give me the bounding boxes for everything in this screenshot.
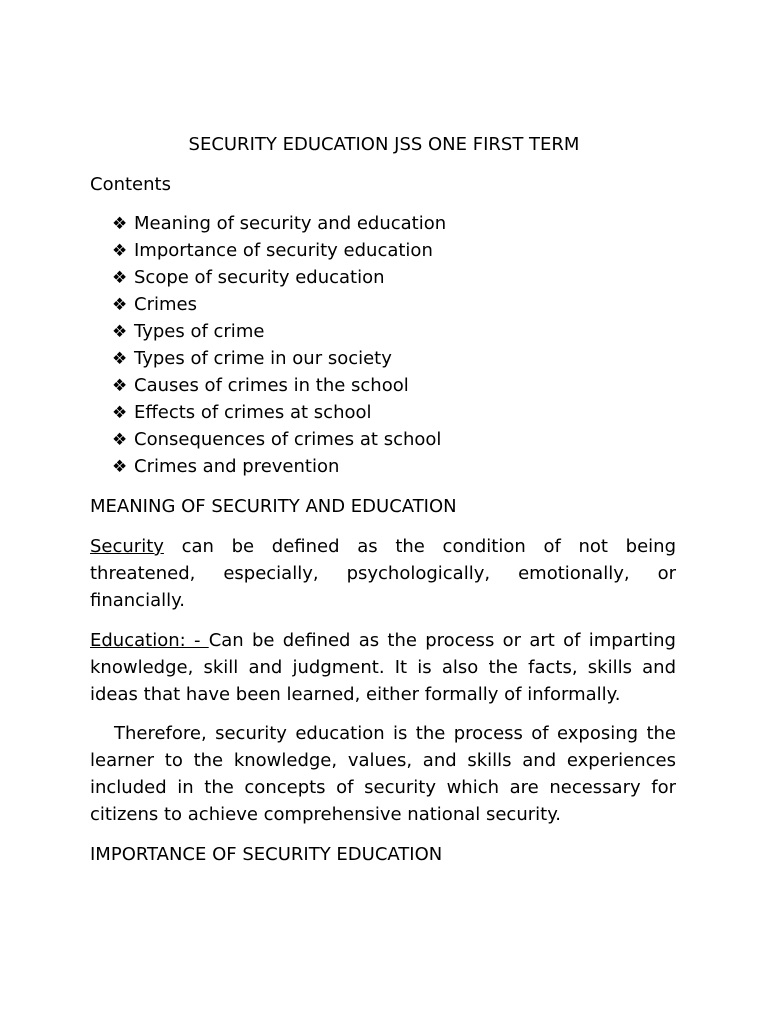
security-term: Security [90,536,164,557]
security-definition-text: can be defined as the condition of not being threatened, especially, psychologically, emotionally, or financially. [90,536,676,611]
list-item-text: Types of crime in our society [134,348,392,369]
list-item-text: Importance of security education [134,240,433,261]
document-title: SECURITY EDUCATION JSS ONE FIRST TERM [188,134,580,155]
diamond-bullet-icon: ❖ [112,376,128,396]
list-item [112,321,446,348]
contents-heading: Contents [90,174,171,195]
list-item-text: Crimes [134,294,197,315]
list-item-text: Crimes and prevention [134,456,340,477]
list-item [112,375,446,402]
diamond-bullet-icon: ❖ [112,241,128,261]
list-item [112,429,446,456]
education-term: Education: - [90,630,209,651]
list-item [112,348,446,375]
list-item [112,213,446,240]
diamond-bullet-icon: ❖ [112,430,128,450]
security-definition [90,533,676,614]
diamond-bullet-icon: ❖ [112,295,128,315]
contents-list [112,213,446,483]
diamond-bullet-icon: ❖ [112,403,128,423]
list-item-text: Causes of crimes in the school [134,375,409,396]
list-item [112,456,446,483]
therefore-paragraph: Therefore, security education is the process of exposing the learner to the knowledge, values, and skills and experiences included in the concepts of security which are necessary for citizens to achieve comprehensive national security. [90,723,676,825]
list-item [112,267,446,294]
diamond-bullet-icon: ❖ [112,457,128,477]
diamond-bullet-icon: ❖ [112,322,128,342]
list-item-text: Meaning of security and education [134,213,447,234]
education-definition [90,627,676,708]
diamond-bullet-icon: ❖ [112,268,128,288]
list-item-text: Effects of crimes at school [134,402,372,423]
list-item [112,294,446,321]
education-definition-text: Can be defined as the process or art of imparting knowledge, skill and judgment. It is also the facts, skills and ideas that have been learned, either formally of informally. [90,630,676,705]
list-item [112,402,446,429]
section-heading-importance: IMPORTANCE OF SECURITY EDUCATION [90,844,443,865]
diamond-bullet-icon: ❖ [112,214,128,234]
diamond-bullet-icon: ❖ [112,349,128,369]
list-item [112,240,446,267]
list-item-text: Scope of security education [134,267,385,288]
list-item-text: Types of crime [134,321,265,342]
list-item-text: Consequences of crimes at school [134,429,442,450]
section-heading-meaning: MEANING OF SECURITY AND EDUCATION [90,496,457,517]
